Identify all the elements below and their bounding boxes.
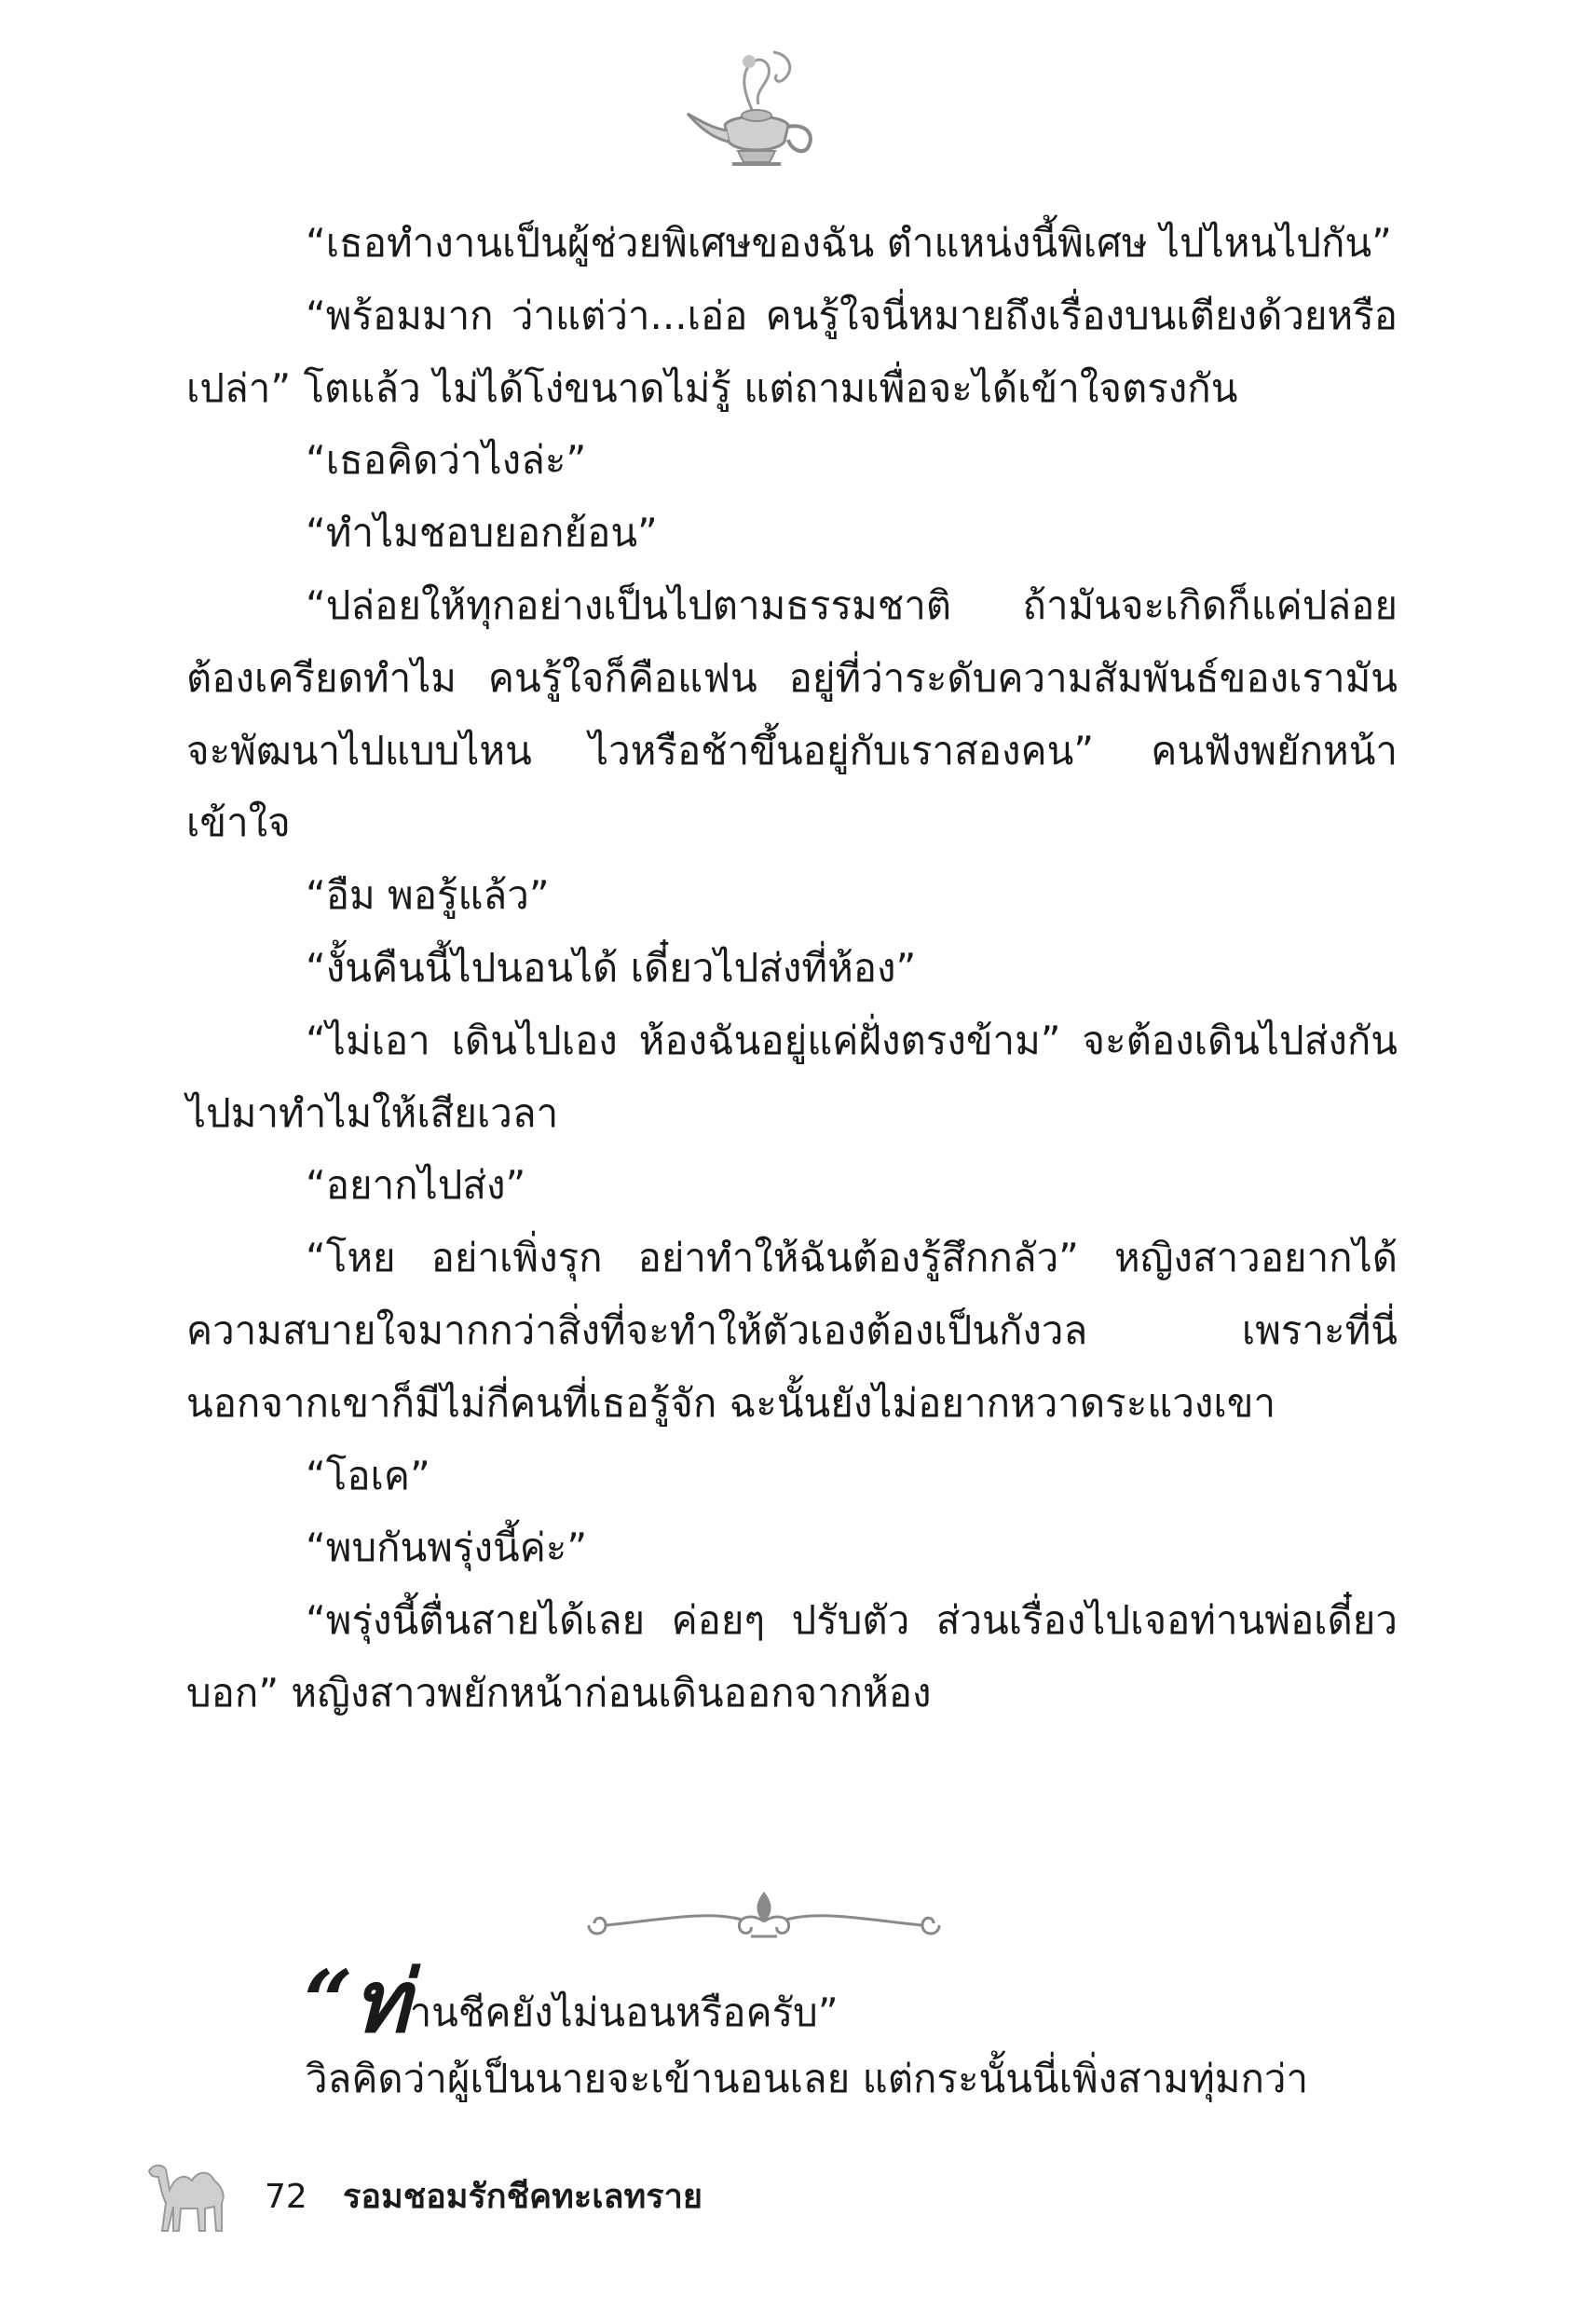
paragraph: “ปล่อยให้ทุกอย่างเป็นไปตามธรรมชาติ ถ้ามันจะเกิดก็แค่ปล่อย ต้องเครียดทำไม คนรู้ใจก็คือแฟน อยู่ที่ว่าระดับความสัมพันธ์ของเรามันจะพัฒนาไปแบบไหน ไวหรือช้าขึ้นอยู่กับเราสองคน” คนฟังพยักหน้าเข้าใจ bbox=[186, 581, 1398, 846]
paragraph: “พบกันพรุ่งนี้ค่ะ” bbox=[306, 1525, 588, 1571]
paragraph: “อยากไปส่ง” bbox=[306, 1162, 526, 1209]
book-title: รอมชอมรักชีคทะเลทราย bbox=[343, 2178, 703, 2216]
paragraph: “งั้นคืนนี้ไปนอนได้ เดี๋ยวไปส่งที่ห้อง” bbox=[306, 944, 917, 991]
drop-cap: “ท่ bbox=[304, 1951, 410, 2052]
paragraph: “ไม่เอา เดินไปเอง ห้องฉันอยู่แค่ฝั่งตรงข้าม” จะต้องเดินไปส่งกันไปมาทำไมให้เสียเวลา bbox=[186, 1017, 1398, 1136]
paragraph: “เธอทำงานเป็นผู้ช่วยพิเศษของฉัน ตำแหน่งนี้พิเศษ ไปไหนไปกัน” bbox=[306, 220, 1392, 266]
genie-lamp-icon bbox=[680, 47, 829, 177]
paragraph: “ทำไมชอบยอกย้อน” bbox=[306, 510, 658, 556]
body-text bbox=[186, 207, 1398, 1730]
paragraph: “โหย อย่าเพิ่งรุก อย่าทำให้ฉันต้องรู้สึกกลัว” หญิงสาวอยากได้ความสบายใจมากกว่าสิ่งที่จะทำให้ตัวเองต้องเป็นกังวล เพราะที่นี่นอกจากเขาก็มีไม่กี่คนที่เธอรู้จัก ฉะนั้นยังไม่อยากหวาดระแวงเขา bbox=[186, 1235, 1398, 1426]
paragraph: “พร้อมมาก ว่าแต่ว่า...เอ่อ คนรู้ใจนี่หมายถึงเรื่องบนเตียงด้วยหรือเปล่า” โตแล้ว ไม่ได้โง่ขนาดไม่รู้ แต่ถามเพื่อจะได้เข้าใจตรงกัน bbox=[186, 292, 1398, 411]
chapter-opening-text: านชีคยังไม่นอนหรือครับ” bbox=[409, 1990, 839, 2035]
page-footer bbox=[140, 2149, 978, 2242]
ornament-divider bbox=[568, 1884, 960, 1951]
camel-icon bbox=[140, 2149, 242, 2235]
paragraph: “พรุ่งนี้ตื่นสายได้เลย ค่อยๆ ปรับตัว ส่วนเรื่องไปเจอท่านพ่อเดี๋ยวบอก” หญิงสาวพยักหน้าก่อนเดินออกจากห้อง bbox=[186, 1597, 1398, 1716]
paragraph: “อืม พอรู้แล้ว” bbox=[306, 872, 550, 919]
chapter-opening-line bbox=[304, 1951, 1403, 2052]
chapter-body bbox=[186, 2043, 1398, 2115]
paragraph: “โอเค” bbox=[306, 1452, 430, 1498]
paragraph: วิลคิดว่าผู้เป็นนายจะเข้านอนเลย แต่กระนั้นนี่เพิ่งสามทุ่มกว่า bbox=[306, 2056, 1309, 2101]
paragraph: “เธอคิดว่าไงล่ะ” bbox=[306, 437, 587, 484]
page-number: 72 bbox=[265, 2178, 307, 2216]
